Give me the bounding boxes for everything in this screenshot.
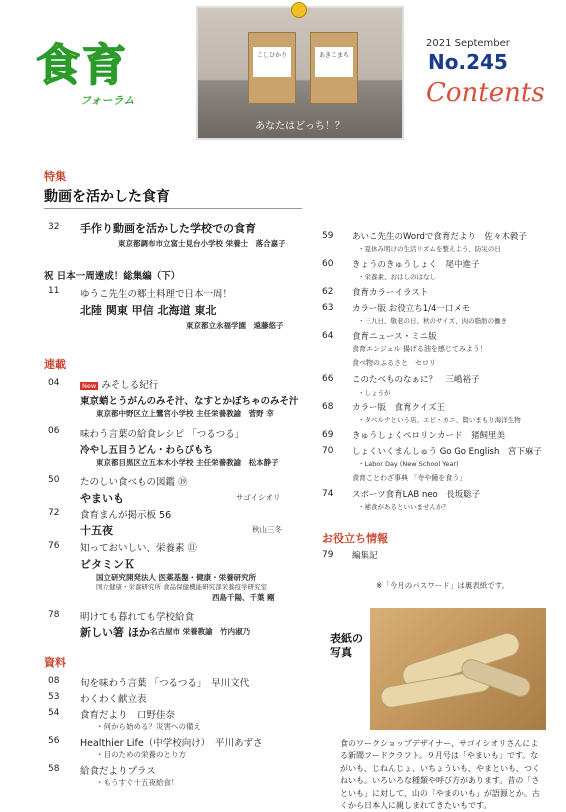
serial-item-author: 東京都目黒区立五本木小学校 主任栄養教諭 松本静子 xyxy=(96,458,279,467)
right-item-sub: ・Labor Day (New School Year) xyxy=(358,460,459,468)
serial-item-title[interactable]: 知っておいしい、栄養素 ⑪ xyxy=(80,543,198,554)
right-item-sub: ・夏休み明けの生活リズムを整えよう、防災の日 xyxy=(358,245,501,253)
cover-photo xyxy=(370,608,546,730)
serial-item-author: 国立研究開発法人 医薬基盤・健康・栄養研究所 xyxy=(96,573,257,582)
right-item-title[interactable]: このたべものなぁに？ 三嶋裕子 xyxy=(352,375,480,385)
serial-item-author: 西島千陽、千葉 剛 xyxy=(212,593,275,602)
page-number: 72 xyxy=(48,508,60,518)
page-number: 56 xyxy=(48,736,60,746)
page-number: 54 xyxy=(48,708,60,718)
password-note: ※「今月のパスワード」は裏表紙です。 xyxy=(376,581,510,590)
page-number: 53 xyxy=(48,692,60,702)
right-item-sub: 食育エンジェル 揚げる油を感じてみよう！ xyxy=(352,345,487,353)
page-number: 04 xyxy=(48,378,60,388)
right-item-sub: ・補食があるといいませんか？ xyxy=(358,503,449,511)
right-item-title[interactable]: きゅうしょくぺロリンカード 猪飼里美 xyxy=(352,431,506,441)
page-number: 60 xyxy=(322,259,334,269)
page-number: 79 xyxy=(322,550,334,560)
right-item-title[interactable]: カラー版 お役立ち1/4一口メモ xyxy=(352,304,471,314)
contents-heading: Contents xyxy=(426,78,545,108)
page-number: 63 xyxy=(322,303,334,313)
right-item-title[interactable]: 食育ニュース・ミニ版 xyxy=(352,332,437,342)
page-number: 76 xyxy=(48,541,60,551)
right-item-title[interactable]: あいこ先生のWordで食育だより 佐々木毅子 xyxy=(352,232,527,242)
right-item-title[interactable]: カラー版 食育クイズ王 xyxy=(352,403,445,413)
serial-item-sub: ビタミンＫ xyxy=(80,558,135,571)
issue-date: 2021 September xyxy=(426,38,510,49)
materials-item-sub: ・何から始める？災害への備え xyxy=(96,722,201,731)
serial-item-author: 秋山三冬 xyxy=(252,525,282,534)
serial-item-author: 名古屋市 栄養教諭 竹内淑乃 xyxy=(150,627,251,636)
page-number: 50 xyxy=(48,475,60,485)
right-item-title[interactable]: きょうのきゅうしょく 尾中進子 xyxy=(352,260,480,270)
feature-item-regions: 北陸 関東 甲信 北海道 東北 xyxy=(80,304,217,317)
serial-item-sub: 新しい箸 ほか xyxy=(80,626,150,639)
feature-item-author: 東京都調布市立富士見台小学校 栄養士 落合嘉子 xyxy=(118,239,286,248)
page-number: 70 xyxy=(322,446,334,456)
materials-item[interactable]: わくわく献立表 xyxy=(80,694,147,705)
page-number: 64 xyxy=(322,331,334,341)
serial-item-sub: やまいも xyxy=(80,492,124,505)
rice-bag-left: こしひかり xyxy=(248,32,296,104)
serial-item-title[interactable]: 味わう言葉の給食レシピ 「つるつる」 xyxy=(80,429,245,440)
page-number: 32 xyxy=(48,222,60,232)
page-number: 69 xyxy=(322,430,334,440)
materials-item[interactable]: 給食だよりプラス xyxy=(80,766,156,777)
new-badge: New xyxy=(82,381,97,390)
materials-item-sub: ・目のための栄養のとり方 xyxy=(96,750,186,759)
serial-item-author: 東京都中野区立上鷺宮小学校 主任栄養教諭 菅野 幸 xyxy=(96,409,274,418)
page-number: 08 xyxy=(48,676,60,686)
page-number: 66 xyxy=(322,374,334,384)
serial-item-title[interactable]: 食育まんが掲示板 56 xyxy=(80,510,172,521)
feature-title: 動画を活かした食育 xyxy=(44,189,170,205)
materials-label: 資料 xyxy=(44,656,66,669)
feature-label: 特集 xyxy=(44,170,66,183)
page-number: 68 xyxy=(322,402,334,412)
rice-bag-right: あきこまち xyxy=(310,32,358,104)
right-item-sub: ・三九日、敬老の日、秋のサイズ、肉の脂肪の働き xyxy=(358,317,508,325)
serial-item-sub: 東京蛸とうがんのみそ汁、なすとかぼちゃのみそ汁 xyxy=(80,396,299,407)
feature-item-author: 東京都立永福学園 遠藤悠子 xyxy=(186,321,284,330)
page-number: 74 xyxy=(322,489,334,499)
serial-item-title[interactable]: 明けても暮れても学校給食 xyxy=(80,612,195,623)
page-number: 11 xyxy=(48,286,60,296)
page-number: 62 xyxy=(322,287,334,297)
right-item-sub: ・タベルナという店、エビ・カニ、賢いまもり海洋生物 xyxy=(358,416,521,424)
feature-item-title[interactable]: 手作り動画を活かした学校での食育 xyxy=(80,222,256,235)
materials-item[interactable]: Healthier Life（中学校向け） 平川あずさ xyxy=(80,738,263,749)
feature-subheading: 祝 日本一周達成！総集編（下） xyxy=(44,271,181,282)
materials-item-sub: ・もうすぐ十五夜給食！ xyxy=(96,778,179,787)
right-item-title[interactable]: しょくいくまんしゅう Go Go English 宮下麻子 xyxy=(352,447,542,457)
serial-item-sub: 冷やし五目うどん・わらびもち xyxy=(80,445,214,456)
right-item-sub: ・栄養素、おはしのはなし xyxy=(358,273,436,281)
cover-label: 表紙の 写真 xyxy=(330,632,363,660)
serial-item-title[interactable]: New みそしる紀行 xyxy=(82,380,159,391)
useful-info-label: お役立ち情報 xyxy=(322,532,388,545)
pin-icon xyxy=(291,2,307,18)
serial-item-author: サゴイシオリ xyxy=(236,493,281,502)
cover-description: 食のワークショップデザイナー、サゴイシオリさんによる新聞フードクラフト。９月号は「やまいも」です。ながいも、じねんじょ、いちょういも、やまといも、つくねいも。いろいろな種類や呼び方があります。昔の「さといも」に対して、山の「やまのいも」が語源とか。古くから日本人に親しまれてきたいもです。 xyxy=(340,739,540,810)
serial-label: 連載 xyxy=(44,358,66,371)
serial-item-author: 国立健康・栄養研究所 食品保健機能研究部栄養疫学研究室 xyxy=(96,583,268,591)
materials-item[interactable]: 食育だより 口野佳奈 xyxy=(80,710,176,721)
issue-number: No.245 xyxy=(428,50,508,74)
logo: 食育 xyxy=(36,40,128,91)
serial-item-title[interactable]: たのしい食べもの図鑑 ⑲ xyxy=(80,477,188,488)
page-number: 59 xyxy=(322,231,334,241)
serial-item-sub: 十五夜 xyxy=(80,524,113,537)
logo-subtitle: フォーラム xyxy=(80,94,135,107)
right-item-sub: ・しょうが xyxy=(358,389,391,397)
right-item-title[interactable]: 食育カラーイラスト xyxy=(352,288,429,298)
materials-item[interactable]: 旬を味わう言葉 「つるつる」 早川文代 xyxy=(80,678,250,689)
page-number: 06 xyxy=(48,426,60,436)
right-item-sub: 食育ことわざ事典 「寺や鐘を食う」 xyxy=(352,474,467,482)
page-number: 78 xyxy=(48,610,60,620)
divider xyxy=(44,208,302,209)
right-item-title[interactable]: スポーツ食育LAB neo 長坂聡子 xyxy=(352,490,481,500)
photo-caption: あなたはどっち！？ xyxy=(255,121,345,132)
page-number: 58 xyxy=(48,764,60,774)
feature-item-title[interactable]: ゆうこ先生の郷土料理で日本一周！ xyxy=(80,289,233,300)
header-photo xyxy=(196,6,404,140)
useful-info-item[interactable]: 編集記 xyxy=(352,551,378,561)
right-item-sub: 食べ物のふるさと セロリ xyxy=(352,359,436,367)
